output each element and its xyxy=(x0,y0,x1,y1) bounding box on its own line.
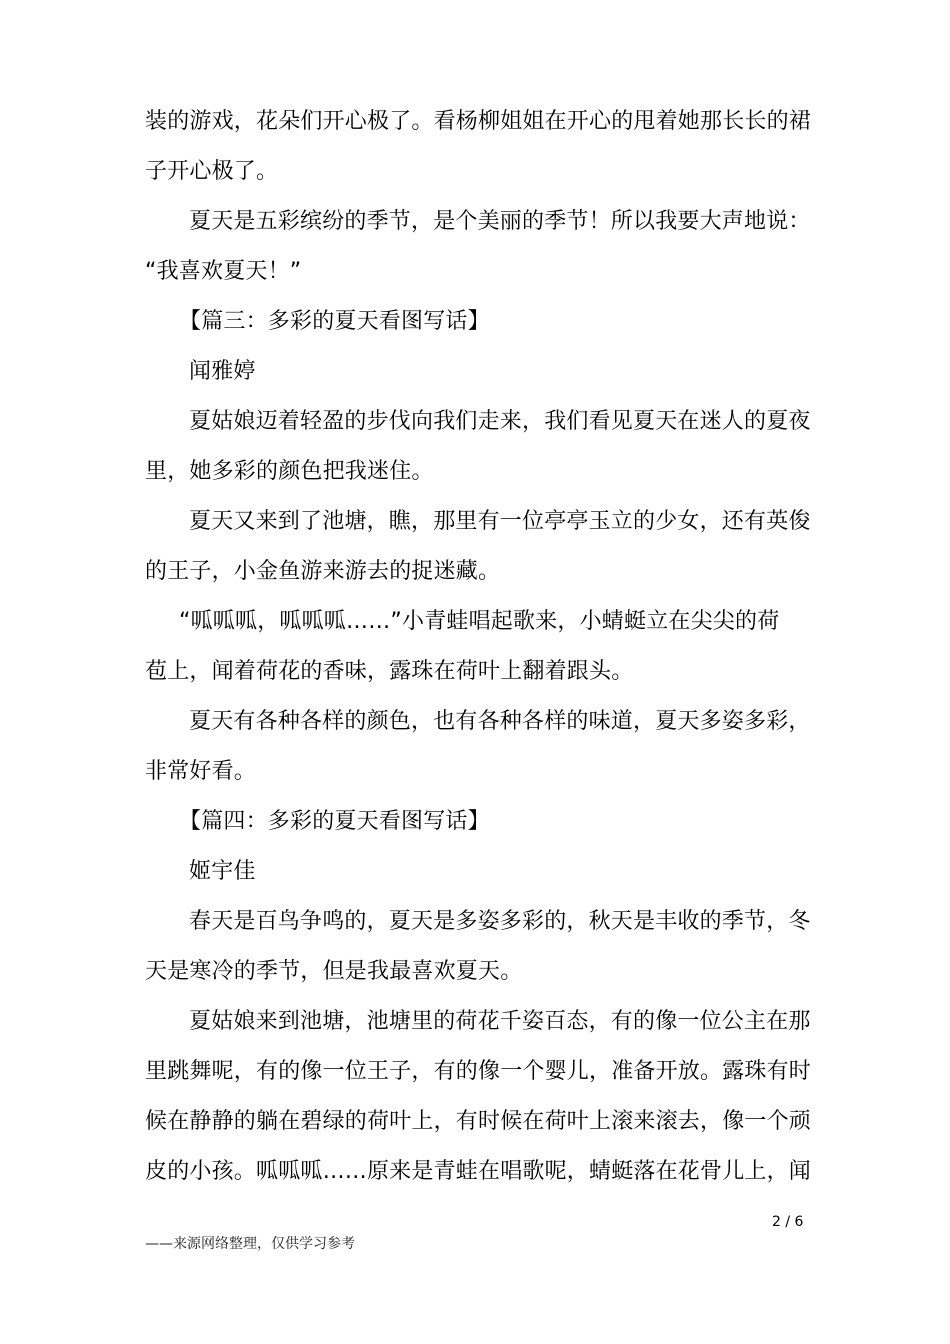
author-name: 姬宇佳 xyxy=(189,859,256,884)
section-heading: 【篇三：多彩的夏天看图写话】 xyxy=(179,309,490,334)
text-line: 夏姑娘迈着轻盈的步伐向我们走来，我们看见夏天在迷人的夏夜 xyxy=(189,409,811,434)
text-line: “呱呱呱，呱呱呱……”小青蛙唱起歌来，小蜻蜓立在尖尖的荷 xyxy=(179,609,780,634)
page-number: 2 / 6 xyxy=(772,1214,804,1230)
text-line: “我喜欢夏天！” xyxy=(145,259,302,284)
text-line: 非常好看。 xyxy=(145,759,257,784)
text-line: 皮的小孩。呱呱呱……原来是青蛙在唱歌呢，蜻蜓落在花骨儿上，闻 xyxy=(145,1159,812,1184)
text-line: 里跳舞呢，有的像一位王子，有的像一个婴儿，准备开放。露珠有时 xyxy=(145,1059,812,1084)
text-line: 春天是百鸟争鸣的，夏天是多姿多彩的，秋天是丰收的季节，冬 xyxy=(189,909,811,934)
text-line: 的王子，小金鱼游来游去的捉迷藏。 xyxy=(145,559,501,584)
section-heading: 【篇四：多彩的夏天看图写话】 xyxy=(179,809,490,834)
text-line: 装的游戏，花朵们开心极了。看杨柳姐姐在开心的甩着她那长长的裙 xyxy=(145,109,812,134)
document-body xyxy=(145,97,825,1197)
text-line: 候在静静的躺在碧绿的荷叶上，有时候在荷叶上滚来滚去，像一个顽 xyxy=(145,1109,812,1134)
text-line: 里，她多彩的颜色把我迷住。 xyxy=(145,459,434,484)
text-line: 夏天有各种各样的颜色，也有各种各样的味道，夏天多姿多彩， xyxy=(189,709,811,734)
text-line: 天是寒冷的季节，但是我最喜欢夏天。 xyxy=(145,959,523,984)
text-line: 夏天又来到了池塘，瞧，那里有一位亭亭玉立的少女，还有英俊 xyxy=(189,509,811,534)
footer-note: ——来源网络整理，仅供学习参考 xyxy=(145,1236,355,1252)
text-line: 夏姑娘来到池塘，池塘里的荷花千姿百态，有的像一位公主在那 xyxy=(189,1009,811,1034)
text-line: 夏天是五彩缤纷的季节，是个美丽的季节！所以我要大声地说： xyxy=(189,209,811,234)
text-line: 子开心极了。 xyxy=(145,159,279,184)
author-name: 闻雅婷 xyxy=(189,359,256,384)
text-line: 苞上，闻着荷花的香味，露珠在荷叶上翻着跟头。 xyxy=(145,659,634,684)
